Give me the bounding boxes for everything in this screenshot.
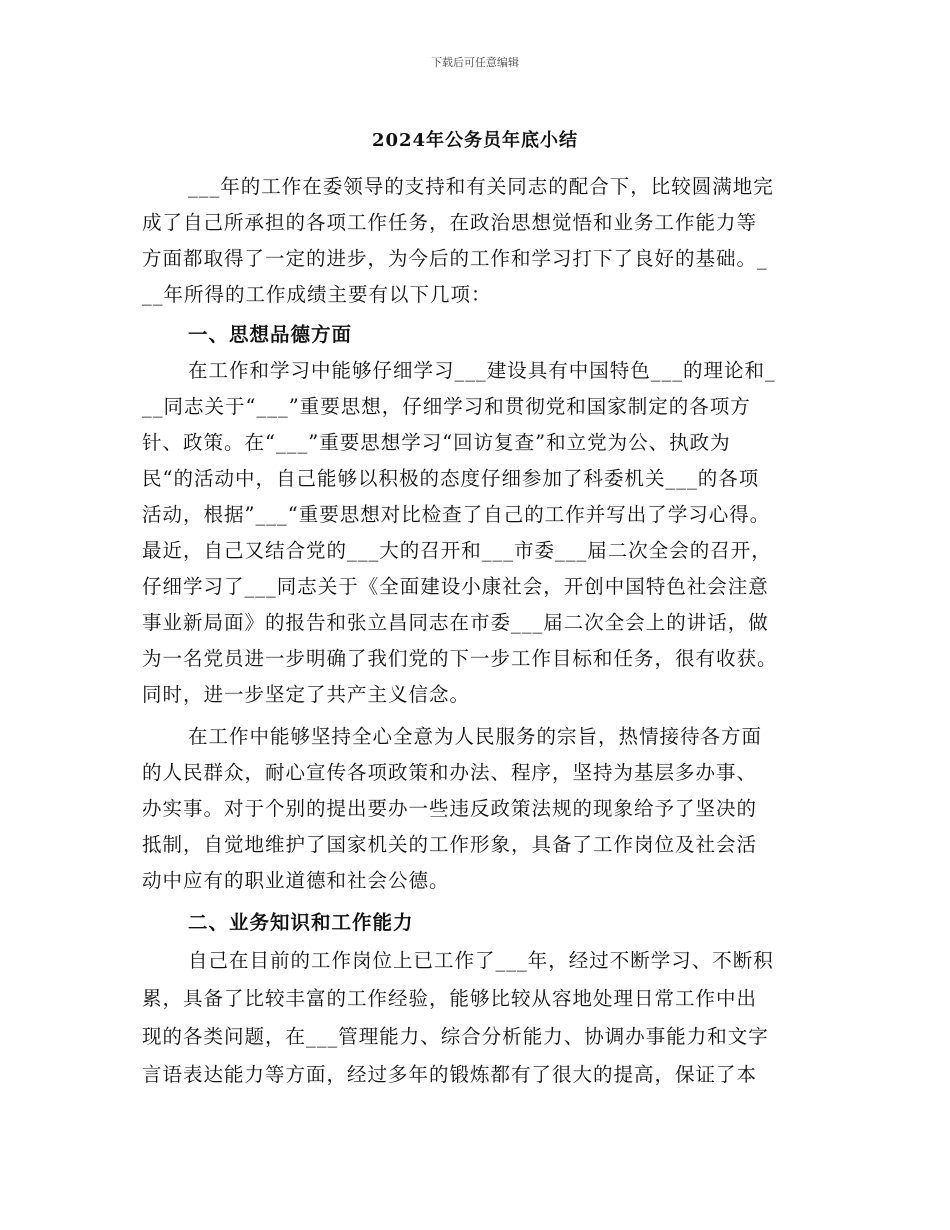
paragraph-line: 方面都取得了一定的进步，为今后的工作和学习打下了良好的基础。_ [142,247,768,270]
paragraph-line: __同志关于“___”重要思想，仔细学习和贯彻党和国家制定的各项方 [142,395,751,418]
paragraph-line: 在工作中能够坚持全心全意为人民服务的宗旨，热情接待各方面 [188,725,763,748]
paragraph-line: 累，具备了比较丰富的工作经验，能够比较从容地处理日常工作中出 [142,987,758,1010]
paragraph-line: 成了自己所承担的各项工作任务，在政治思想觉悟和业务工作能力等 [142,211,758,234]
paragraph-line: 事业新局面》的报告和张立昌同志在市委___届二次全会上的讲话，做 [142,611,769,634]
paragraph-line: 办实事。对于个别的提出要办一些违反政策法规的现象给予了坚决的 [142,797,758,820]
page-header-note: 下载后可任意编辑 [431,56,519,69]
paragraph-line: 同时，进一步坚定了共产主义信念。 [142,683,471,706]
paragraph-line: 为一名党员进一步明确了我们党的下一步工作目标和任务，很有收获。 [142,647,778,670]
paragraph-line: 的人民群众，耐心宣传各项政策和办法、程序，坚持为基层多办事、 [142,761,758,784]
paragraph-line: 抵制，自觉地维护了国家机关的工作形象，具备了工作岗位及社会活 [142,833,758,856]
paragraph-line: ___年的工作在委领导的支持和有关同志的配合下，比较圆满地完 [188,175,774,198]
paragraph-line: __年所得的工作成绩主要有以下几项： [142,283,492,306]
paragraph-line: 针、政策。在“___”重要思想学习“回访复查”和立党为公、执政为 [142,431,731,454]
paragraph-line: 自己在目前的工作岗位上已工作了___年，经过不断学习、不断积 [188,949,774,972]
paragraph-line: 动中应有的职业道德和社会公德。 [142,869,450,892]
document-title: 2024年公务员年底小结 [371,130,579,151]
paragraph-line: 民“的活动中，自己能够以积极的态度仔细参加了科委机关___的各项 [142,467,760,490]
section-heading: 一、思想品德方面 [188,323,353,346]
paragraph-line: 最近，自己又结合党的___大的召开和___市委___届二次全会的召开， [142,539,772,562]
paragraph-line: 活动，根据”___“重要思想对比检查了自己的工作并写出了学习心得。 [142,503,771,526]
paragraph-line: 在工作和学习中能够仔细学习___建设具有中国特色___的理论和_ [188,359,776,382]
paragraph-line: 言语表达能力等方面，经过多年的锻炼都有了很大的提高，保证了本 [142,1063,758,1086]
section-heading: 二、业务知识和工作能力 [188,911,414,934]
paragraph-line: 现的各类问题，在___管理能力、综合分析能力、协调办事能力和文字 [142,1025,769,1048]
paragraph-line: 仔细学习了___同志关于《全面建设小康社会，开创中国特色社会注意 [142,575,769,598]
